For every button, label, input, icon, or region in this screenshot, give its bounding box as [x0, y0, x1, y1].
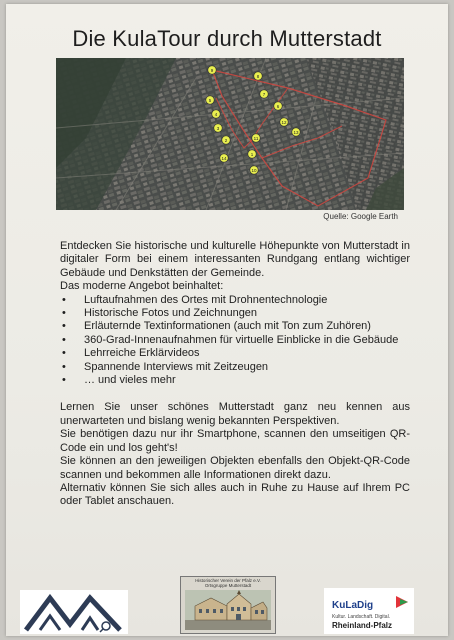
feature-item: • … und vieles mehr	[60, 374, 410, 387]
association-logo-icon	[20, 590, 128, 634]
map-marker-label: 12	[281, 120, 287, 125]
association-logo	[20, 590, 128, 634]
map-marker-label: 14	[221, 156, 227, 161]
kuladig-region: Rheinland-Pfalz	[332, 621, 393, 630]
kuladig-logo	[324, 588, 414, 634]
kuladig-title: KuLaDig	[332, 600, 374, 611]
intro-paragraph: Entdecken Sie historische und kulturelle Höhepunkte von Mutterstadt in digitaler Form bei einem interessanten Rundgang entlang wichtiger Gebäude und Denkstätten der Gemeinde.	[60, 240, 410, 279]
feature-item: • Erläuternde Textinformationen (auch mit Ton zum Zuhören)	[60, 320, 410, 333]
map-marker-label: 5	[208, 98, 212, 103]
map-marker-label: 2	[224, 138, 228, 143]
map-marker-label: 3	[216, 126, 220, 131]
feature-item: • Luftaufnahmen des Ortes mit Drohnentechnologie	[60, 294, 410, 307]
map-marker-label: 9	[210, 68, 214, 73]
historical-society-group: Ortsgruppe Mutterstadt	[204, 582, 252, 588]
outro-paragraph-4: Alternativ können Sie sich alles auch in Ruhe zu Hause auf Ihrem PC oder Tablet anschauen.	[60, 481, 410, 508]
map-marker-label: 11	[253, 136, 259, 141]
map-marker-label: 13	[293, 130, 299, 135]
feature-item: • 360-Grad-Innenaufnahmen für virtuelle Einblicke in die Gebäude	[60, 334, 410, 347]
map-marker-label: 4	[214, 112, 218, 117]
kuladig-arrow-icon	[394, 594, 410, 610]
feature-item: • Spannende Interviews mit Zeitzeugen	[60, 361, 410, 374]
map-marker-label: 7	[262, 92, 266, 97]
outro-paragraph-1: Lernen Sie unser schönes Mutterstadt ganz neu kennen aus unerwarteten und bislang wenig bekannten Perspektiven.	[60, 401, 410, 427]
feature-item: • Historische Fotos und Zeichnungen	[60, 307, 410, 320]
aerial-map-graphic	[56, 58, 404, 210]
outro-paragraph-2: Sie benötigen dazu nur ihr Smartphone, scannen den umseitigen QR-Code ein und los geht's!	[60, 428, 410, 454]
description-block	[60, 240, 410, 509]
page-title: Die KulaTour durch Mutterstadt	[72, 26, 382, 51]
aerial-map	[56, 58, 404, 210]
historical-society-header	[183, 579, 273, 588]
map-credit: Quelle: Google Earth	[323, 212, 398, 221]
outro-paragraph-3: Sie können an den jeweiligen Objekten ebenfalls den Objekt-QR-Code scannen und bekommen alle Informationen direkt dazu.	[60, 455, 410, 481]
poster-sheet	[6, 4, 448, 636]
historical-society-logo	[180, 576, 276, 634]
feature-list	[60, 294, 410, 388]
feature-item: • Lehrreiche Erklärvideos	[60, 347, 410, 360]
kuladig-tagline: Kultur. Landschaft. Digital.	[332, 614, 391, 620]
map-marker-label: 6	[276, 104, 280, 109]
map-marker-label: 1	[250, 152, 254, 157]
map-marker-label: 8	[256, 74, 260, 79]
offer-heading: Das moderne Angebot beinhaltet:	[60, 280, 224, 293]
town-hall-image	[185, 590, 271, 630]
historical-society-name: Historischer Verein der Pfalz e.V.	[195, 578, 261, 583]
map-marker-label: 10	[251, 168, 257, 173]
